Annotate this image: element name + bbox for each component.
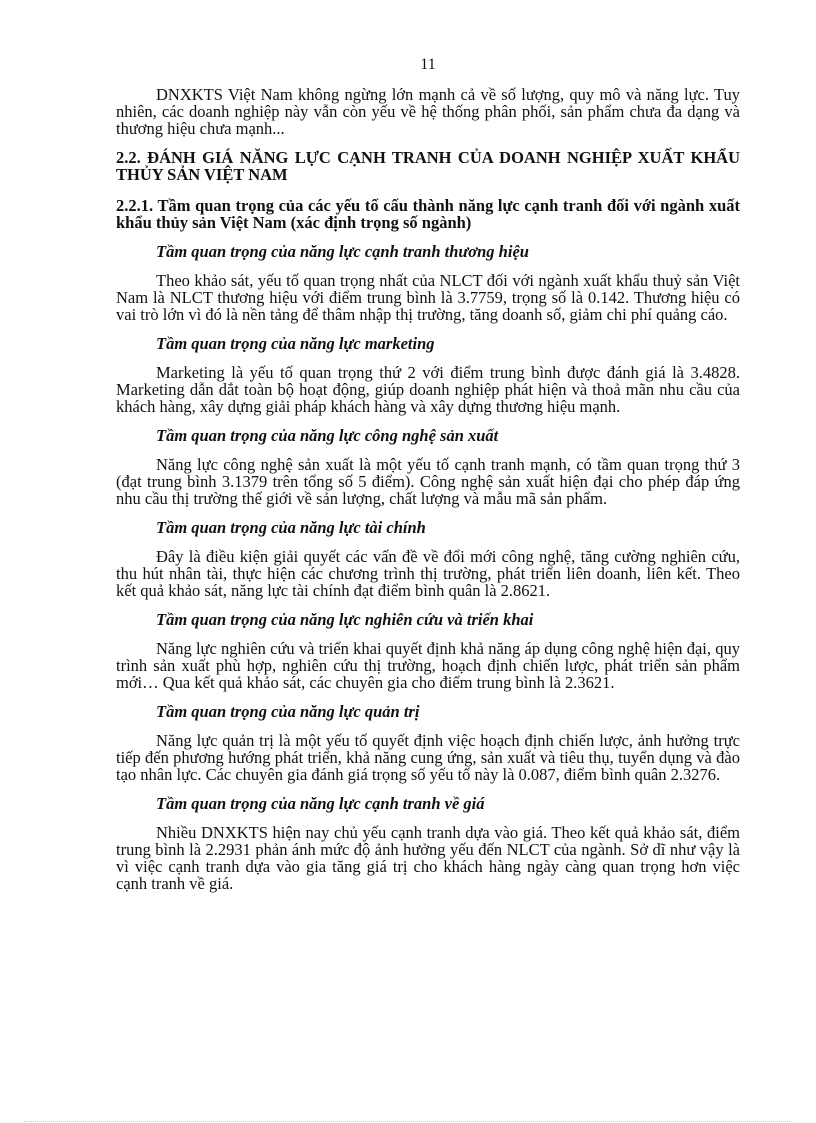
factor-heading-research: Tầm quan trọng của năng lực nghiên cứu và triển khai [156,610,534,629]
page-number: 11 [420,56,436,73]
factor-text-marketing: Marketing là yếu tố quan trọng thứ 2 với điểm trung bình được đánh giá là 3.4828. Marketing dẫn dắt toàn bộ hoạt động, giúp doanh nghiệp phát hiện và thoả mãn nhu cầu của khách hàng, xây dựng giải pháp khách hàng và xây dựng thương hiệu mạnh. [116,363,740,416]
footer-divider [24,1121,792,1122]
intro-paragraph: DNXKTS Việt Nam không ngừng lớn mạnh cả về số lượng, quy mô và năng lực. Tuy nhiên, các doanh nghiệp này vẫn còn yếu về hệ thống phân phối, sản phẩm chưa đa dạng và thương hiệu chưa mạnh... [116,85,740,138]
factor-heading-price: Tầm quan trọng của năng lực cạnh tranh về giá [156,794,485,813]
factor-text-technology: Năng lực công nghệ sản xuất là một yếu tố cạnh tranh mạnh, có tầm quan trọng thứ 3 (đạt trung bình 3.1379 trên tổng số 5 điểm). Công nghệ sản xuất hiện đại cho phép đáp ứng nhu cầu thị trường thế giới về sản lượng, chất lượng và mẫu mã sản phẩm. [116,455,740,508]
factor-text-management: Năng lực quản trị là một yếu tố quyết định việc hoạch định chiến lược, ảnh hưởng trực tiếp đến phương hướng phát triển, khả năng cung ứng, sản xuất và tiêu thụ, tuyển dụng và đào tạo nhân lực. Các chuyên gia đánh giá trọng số yếu tố này là 0.087, điểm bình quân 2.3276. [116,731,740,784]
factor-heading-marketing: Tầm quan trọng của năng lực marketing [156,334,435,353]
factor-text-research: Năng lực nghiên cứu và triển khai quyết định khả năng áp dụng công nghệ hiện đại, quy trình sản xuất phù hợp, nghiên cứu thị trường, hoạch định chiến lược, phát triển sản phẩm mới… Qua kết quả khảo sát, các chuyên gia cho điểm trung bình là 2.3621. [116,639,740,692]
factor-heading-technology: Tầm quan trọng của năng lực công nghệ sản xuất [156,426,499,445]
factor-text-brand: Theo khảo sát, yếu tố quan trọng nhất của NLCT đối với ngành xuất khẩu thuỷ sản Việt Nam là NLCT thương hiệu với điểm trung bình là 3.7759, trọng số là 0.142. Thương hiệu có vai trò lớn vì đó là nền tảng để thâm nhập thị trường, tăng doanh số, giảm chi phí quảng cáo. [116,271,740,324]
subsection-heading: 2.2.1. Tầm quan trọng của các yếu tố cấu thành năng lực cạnh tranh đối với ngành xuất khẩu thủy sản Việt Nam (xác định trọng số ngành) [116,196,740,232]
factor-heading-brand: Tầm quan trọng của năng lực cạnh tranh thương hiệu [156,242,529,261]
factor-heading-management: Tầm quan trọng của năng lực quản trị [156,702,420,721]
document-page [116,56,740,904]
factor-text-finance: Đây là điều kiện giải quyết các vấn đề về đổi mới công nghệ, tăng cường nghiên cứu, thu hút nhân tài, thực hiện các chương trình thị trường, phát triển liên doanh, liên kết. Theo kết quả khảo sát, năng lực tài chính đạt điểm bình quân là 2.8621. [116,547,740,600]
section-heading: 2.2. ĐÁNH GIÁ NĂNG LỰC CẠNH TRANH CỦA DOANH NGHIỆP XUẤT KHẨU THỦY SẢN VIỆT NAM [116,148,740,184]
factor-heading-finance: Tầm quan trọng của năng lực tài chính [156,518,426,537]
factor-text-price: Nhiều DNXKTS hiện nay chủ yếu cạnh tranh dựa vào giá. Theo kết quả khảo sát, điểm trung bình là 2.2931 phản ánh mức độ ảnh hưởng yếu đến NLCT của ngành. Sở dĩ như vậy là vì việc cạnh tranh dựa vào gia tăng giá trị cho khách hàng ngày càng quan trọng hơn việc cạnh tranh về giá. [116,823,740,893]
